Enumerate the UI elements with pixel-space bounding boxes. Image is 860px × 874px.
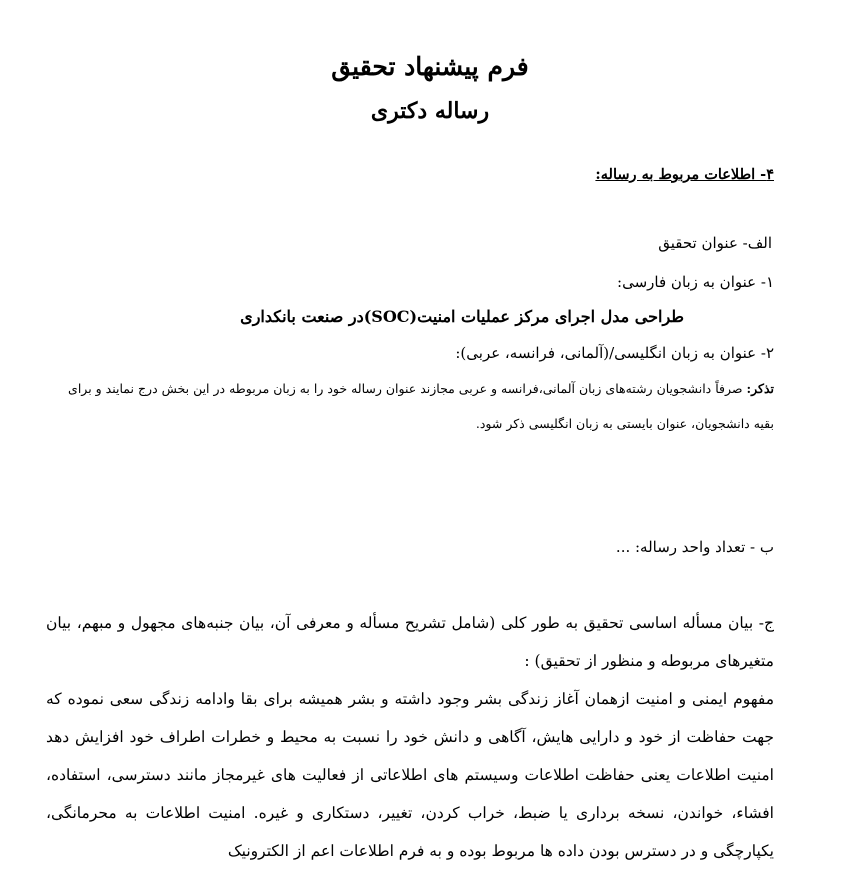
problem-heading: ج- بیان مسأله اساسی تحقیق به طور کلی (شامل تشریح مسأله و معرفی آن، بیان جنبه‌های مجهول و مبهم، بیان متغیرهای مربوطه و منظور از تحقیق) : [46,614,774,670]
note-line-1 [68,381,774,396]
persian-title-value: طراحی مدل اجرای مرکز عملیات امنیت(SOC)در صنعت بانکداری [240,307,684,326]
persian-title-label: ۱- عنوان به زبان فارسی: [617,273,774,291]
foreign-title-label: ۲- عنوان به زبان انگلیسی/(آلمانی، فرانسه، عربی): [455,344,774,362]
note-label: تذکر: [746,381,774,396]
research-title-heading: الف- عنوان تحقیق [658,234,772,252]
note-line-2: بقیه دانشجویان، عنوان بایستی به زبان انگلیسی ذکر شود. [475,416,774,431]
form-title: فرم پیشنهاد تحقیق [331,52,529,81]
problem-body: مفهوم ایمنی و امنیت ازهمان آغاز زندگی بشر وجود داشته و بشر همیشه برای بقا وادامه زندگی سعی نموده که جهت حفاظت از خود و دارایی هایش، آگاهی و دانش خود را نسبت به محیط و خطرات اطراف خود افزایش دهد امنیت اطلاعات یعنی حفاظت اطلاعات وسیستم های اطلاعاتی از فعالیت های غیرمجاز مانند دسترسی، استفاده، افشاء، خواندن، نسخه برداری یا ضبط، خراب کردن، تغییر، دستکاری و غیره. امنیت اطلاعات به محرمانگی، یکپارچگی و در دسترس بودن داده ها مربوط بوده و به فرم اطلاعات اعم از الکترونیک [46,690,774,860]
note-text-1: صرفاً دانشجویان رشته‌های زبان آلمانی،فرانسه و عربی مجازند عنوان رساله خود را به زبان مربوطه در این بخش درج نمایند و برای [68,381,747,396]
section-heading: ۴- اطلاعات مربوط به رساله: [595,166,774,183]
units-line: ب - تعداد واحد رساله: ... [615,538,774,556]
form-subtitle: رساله دکتری [370,98,490,124]
